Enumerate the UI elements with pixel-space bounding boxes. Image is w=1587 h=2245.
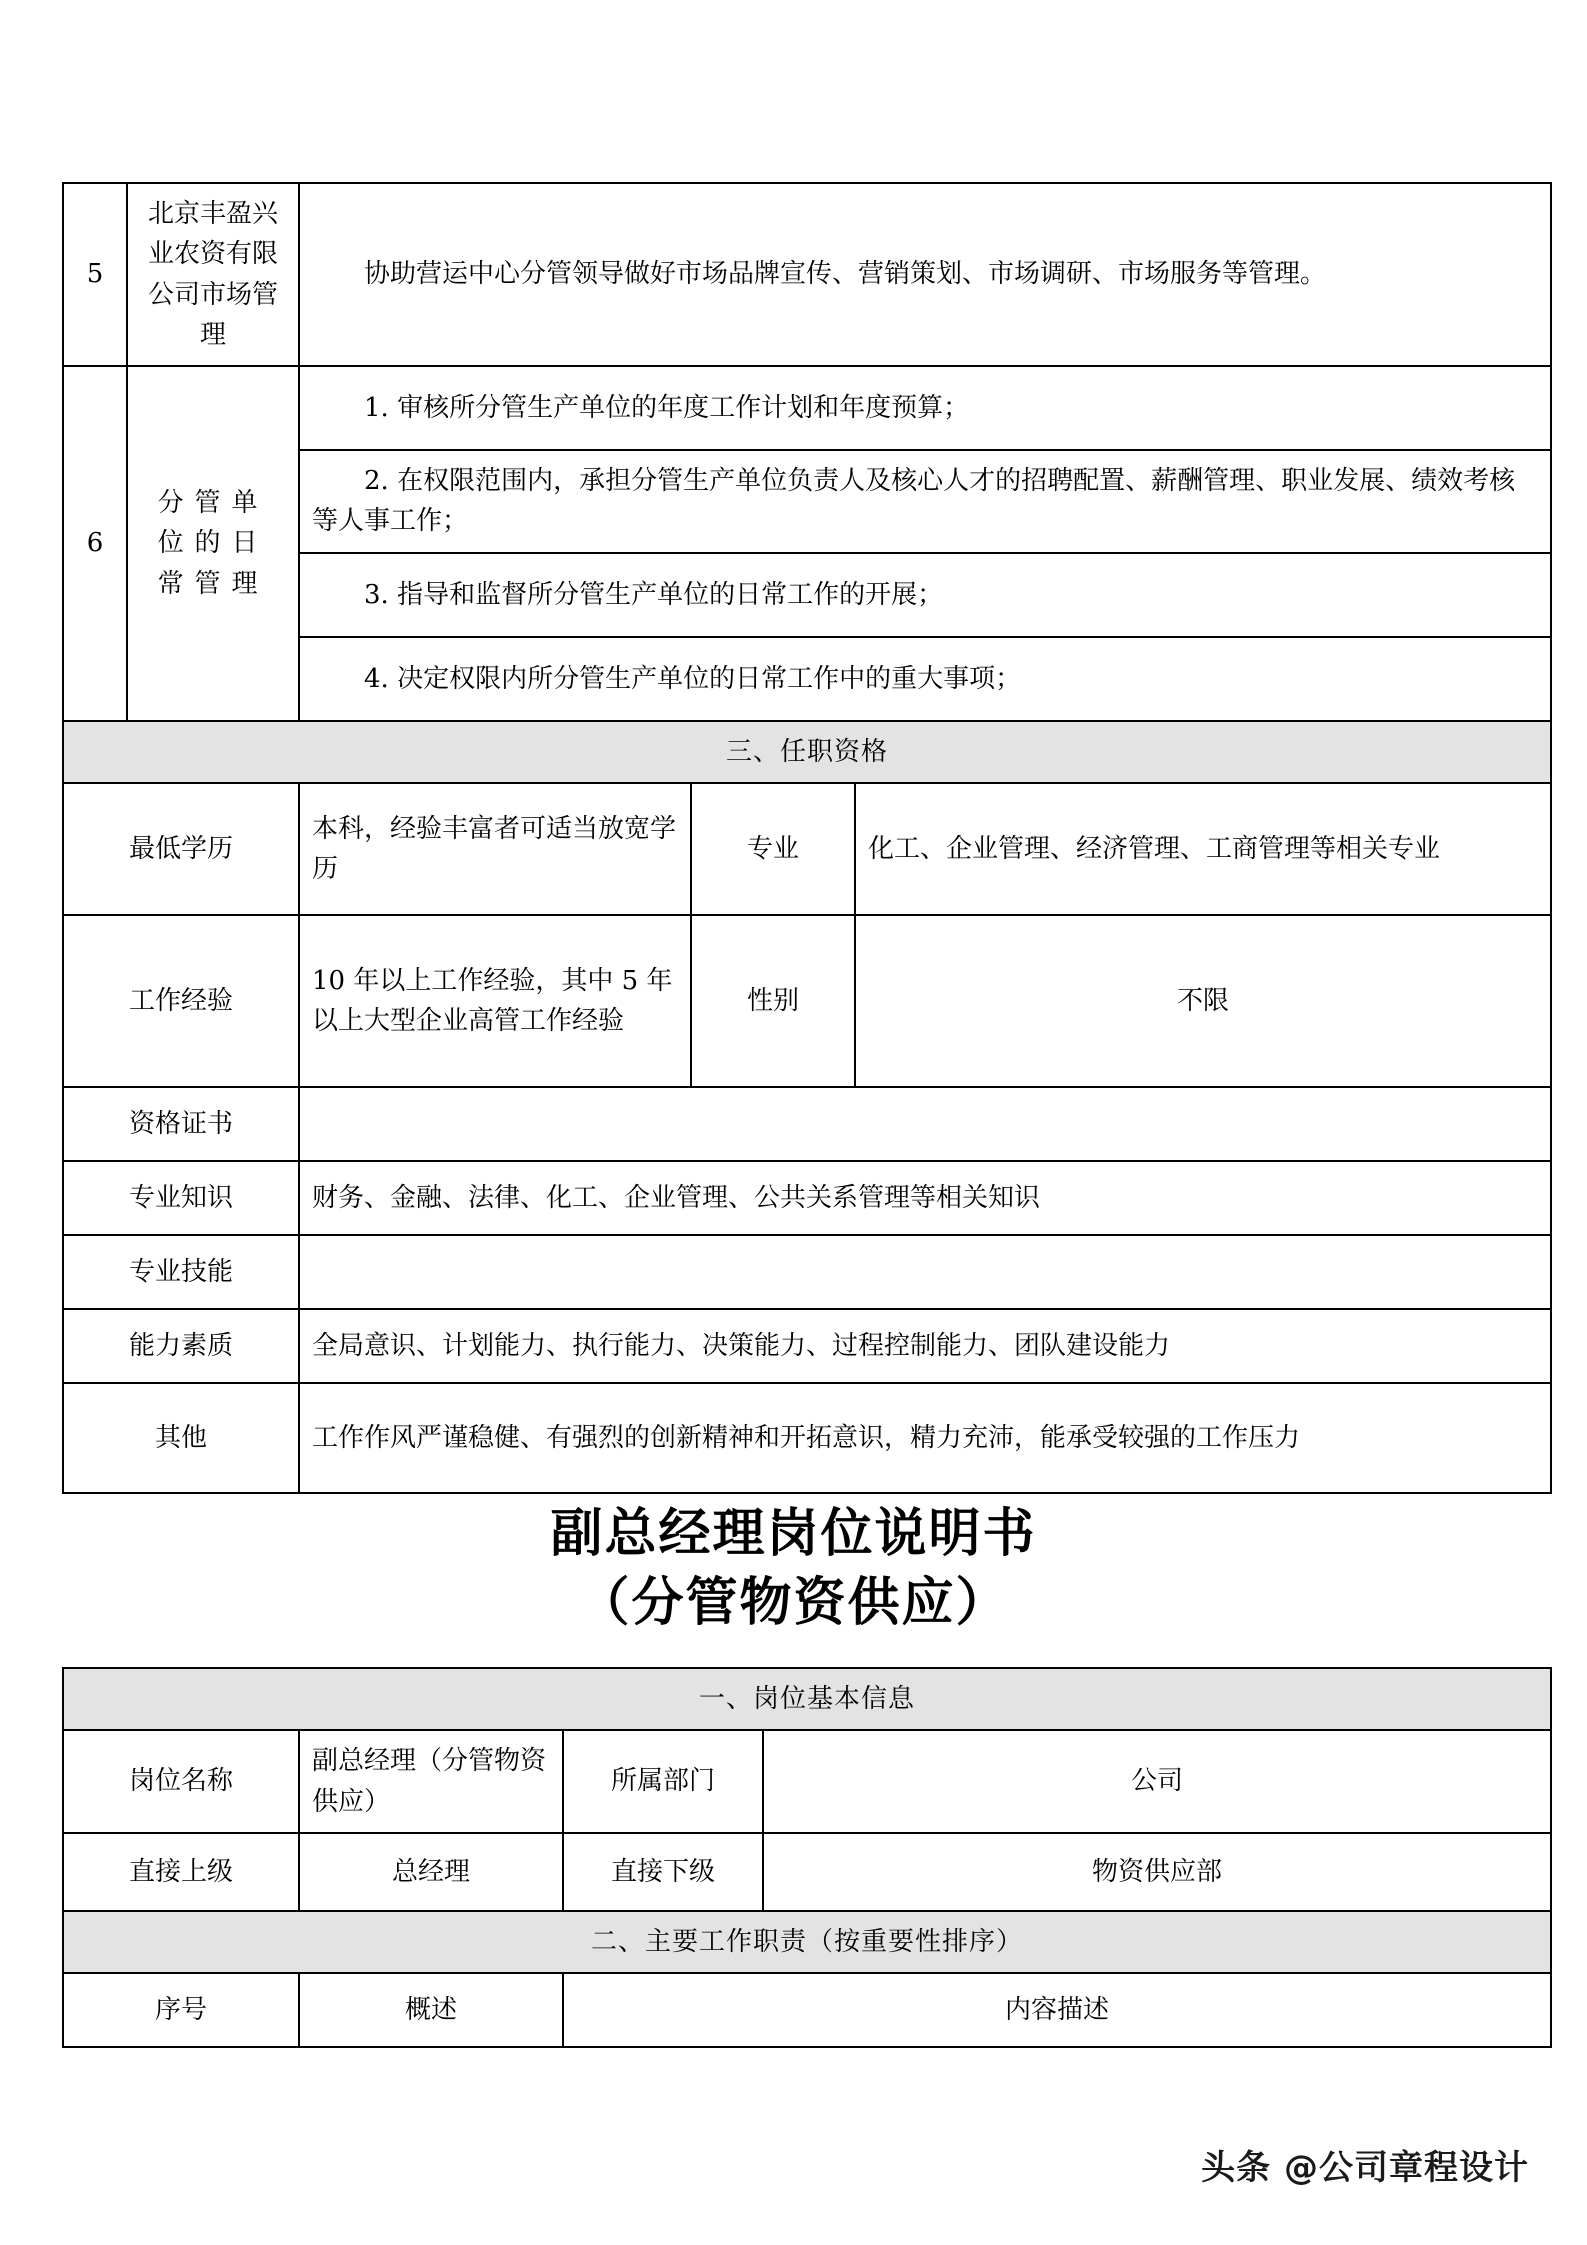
duty-brief-6: 分管单位的日常管理: [127, 366, 299, 721]
table-row: [63, 183, 1551, 366]
value-position-name: 副总经理（分管物资供应）: [299, 1730, 563, 1833]
label-direct-supervisor: 直接上级: [63, 1833, 299, 1911]
table-row: [63, 1730, 1551, 1833]
duty-no-5: 5: [63, 183, 127, 366]
label-professional-skills: 专业技能: [63, 1235, 299, 1309]
page-title-line2: （分管物资供应）: [577, 1572, 1010, 1633]
table-row: [63, 915, 1551, 1087]
duty-no-6: 6: [63, 366, 127, 721]
value-department: 公司: [763, 1730, 1551, 1833]
duty-6-item-3: [299, 553, 1551, 637]
value-certificates: [299, 1087, 1551, 1161]
duties-and-qualifications-table: [62, 182, 1552, 1494]
label-professional-knowledge: 专业知识: [63, 1161, 299, 1235]
table-row: [63, 721, 1551, 783]
page-title: [0, 1500, 1587, 1637]
table-row: [63, 1087, 1551, 1161]
table-row: [63, 1161, 1551, 1235]
section-heading-main-duties: 二、主要工作职责（按重要性排序）: [63, 1911, 1551, 1973]
value-professional-knowledge: 财务、金融、法律、化工、企业管理、公共关系管理等相关知识: [299, 1161, 1551, 1235]
table-row: [63, 1668, 1551, 1730]
duty-desc-5: [299, 183, 1551, 366]
duty-6-item-4: [299, 637, 1551, 721]
table-row: [63, 1833, 1551, 1911]
label-department: 所属部门: [563, 1730, 763, 1833]
table-row: [63, 1235, 1551, 1309]
value-competency: 全局意识、计划能力、执行能力、决策能力、过程控制能力、团队建设能力: [299, 1309, 1551, 1383]
label-other: 其他: [63, 1383, 299, 1493]
label-direct-subordinate: 直接下级: [563, 1833, 763, 1911]
label-competency: 能力素质: [63, 1309, 299, 1383]
table-row: [63, 1973, 1551, 2047]
value-work-experience: 10 年以上工作经验，其中 5 年以上大型企业高管工作经验: [299, 915, 691, 1087]
section-heading-qualifications: 三、任职资格: [63, 721, 1551, 783]
value-gender: 不限: [855, 915, 1551, 1087]
column-header-no: 序号: [63, 1973, 299, 2047]
value-min-education: 本科，经验丰富者可适当放宽学历: [299, 783, 691, 915]
label-certificates: 资格证书: [63, 1087, 299, 1161]
label-work-experience: 工作经验: [63, 915, 299, 1087]
page-title-line1: 副总经理岗位说明书: [550, 1504, 1037, 1564]
column-header-brief: 概述: [299, 1973, 563, 2047]
table-row: [63, 366, 1551, 450]
duty-6-item-1: [299, 366, 1551, 450]
section-heading-basic-info: 一、岗位基本信息: [63, 1668, 1551, 1730]
duty-desc-5-text: 协助营运中心分管领导做好市场品牌宣传、营销策划、市场调研、市场服务等管理。: [364, 259, 1327, 290]
duty-6-item-4-text: 4. 决定权限内所分管生产单位的日常工作中的重大事项；: [364, 663, 1022, 694]
table-row: [63, 1309, 1551, 1383]
duty-6-item-3-text: 3. 指导和监督所分管生产单位的日常工作的开展；: [364, 579, 944, 610]
value-other: 工作作风严谨稳健、有强烈的创新精神和开拓意识，精力充沛，能承受较强的工作压力: [299, 1383, 1551, 1493]
value-direct-supervisor: 总经理: [299, 1833, 563, 1911]
duty-brief-5: 北京丰盈兴业农资有限公司市场管理: [127, 183, 299, 366]
label-min-education: 最低学历: [63, 783, 299, 915]
duty-6-item-1-text: 1. 审核所分管生产单位的年度工作计划和年度预算；: [364, 393, 970, 424]
position-basic-info-table: [62, 1667, 1552, 2048]
duty-6-item-2: [299, 450, 1551, 553]
label-major: 专业: [691, 783, 855, 915]
value-professional-skills: [299, 1235, 1551, 1309]
table-row: [63, 783, 1551, 915]
duty-6-item-2-text: 2. 在权限范围内，承担分管生产单位负责人及核心人才的招聘配置、薪酬管理、职业发展、绩效考核等人事工作；: [312, 466, 1516, 537]
value-major: 化工、企业管理、经济管理、工商管理等相关专业: [855, 783, 1551, 915]
value-direct-subordinate: 物资供应部: [763, 1833, 1551, 1911]
label-position-name: 岗位名称: [63, 1730, 299, 1833]
watermark: 头条 @公司章程设计: [1201, 2148, 1529, 2188]
label-gender: 性别: [691, 915, 855, 1087]
table-row: [63, 1383, 1551, 1493]
column-header-description: 内容描述: [563, 1973, 1551, 2047]
table-row: [63, 1911, 1551, 1973]
